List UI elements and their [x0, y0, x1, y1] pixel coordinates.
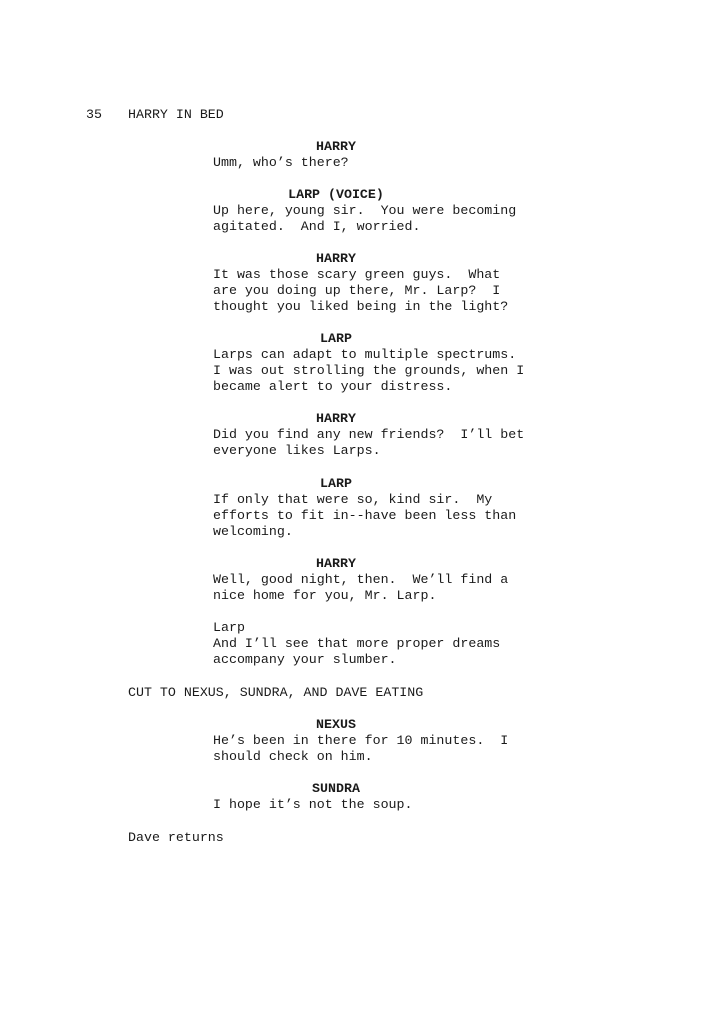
dialogue-line: agitated. And I, worried. — [213, 219, 421, 234]
dialogue-line: Did you find any new friends? I’ll bet — [213, 427, 525, 442]
character-name: LARP — [320, 476, 352, 491]
dialogue-line: Well, good night, then. We’ll find a — [213, 572, 509, 587]
dialogue-line: I was out strolling the grounds, when I — [213, 363, 525, 378]
dialogue-line: everyone likes Larps. — [213, 443, 381, 458]
character-name: SUNDRA — [312, 781, 360, 796]
dialogue-line: accompany your slumber. — [213, 652, 397, 667]
character-name: HARRY — [316, 139, 356, 154]
dialogue-line: became alert to your distress. — [213, 379, 453, 394]
character-name: HARRY — [316, 411, 356, 426]
dialogue-line: I hope it’s not the soup. — [213, 797, 413, 812]
character-name: NEXUS — [316, 717, 356, 732]
dialogue-line: are you doing up there, Mr. Larp? I — [213, 283, 501, 298]
scene-number: 35 — [86, 107, 102, 122]
dialogue-line: It was those scary green guys. What — [213, 267, 501, 282]
action-line: CUT TO NEXUS, SUNDRA, AND DAVE EATING — [128, 685, 424, 700]
dialogue-line: Larps can adapt to multiple spectrums. — [213, 347, 517, 362]
dialogue-line: Umm, who’s there? — [213, 155, 349, 170]
character-name: HARRY — [316, 556, 356, 571]
character-name: LARP (VOICE) — [288, 187, 384, 202]
dialogue-line: He’s been in there for 10 minutes. I — [213, 733, 509, 748]
dialogue-line: thought you liked being in the light? — [213, 299, 509, 314]
scene-heading: HARRY IN BED — [128, 107, 224, 122]
dialogue-line: welcoming. — [213, 524, 293, 539]
dialogue-line: Larp — [213, 620, 245, 635]
dialogue-line: Up here, young sir. You were becoming — [213, 203, 517, 218]
dialogue-line: If only that were so, kind sir. My — [213, 492, 493, 507]
action-line: Dave returns — [128, 830, 224, 845]
character-name: HARRY — [316, 251, 356, 266]
character-name: LARP — [320, 331, 352, 346]
dialogue-line: efforts to fit in--have been less than — [213, 508, 517, 523]
dialogue-line: nice home for you, Mr. Larp. — [213, 588, 437, 603]
dialogue-line: And I’ll see that more proper dreams — [213, 636, 501, 651]
dialogue-line: should check on him. — [213, 749, 373, 764]
